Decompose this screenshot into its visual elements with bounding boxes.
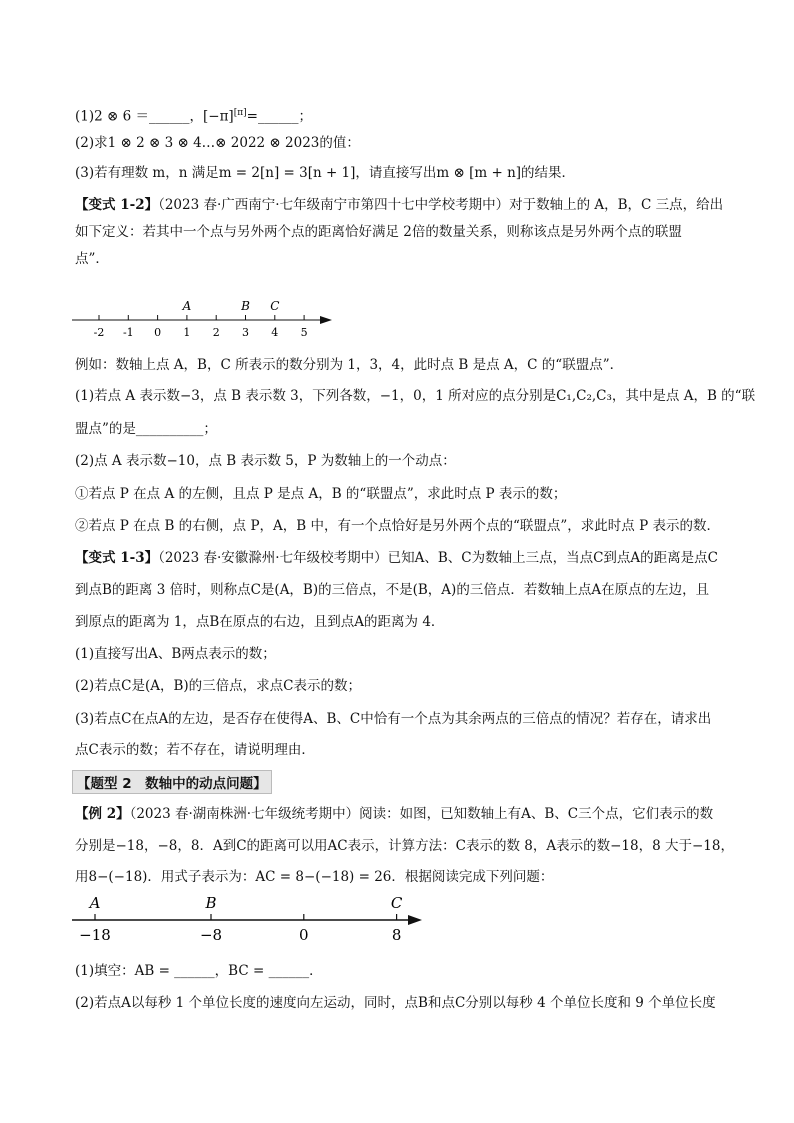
variant-1-2-p1a: (1)若点 A 表示数−3，点 B 表示数 3，下列各数，−1，0，1 所对应的点分别是C₁,C₂,C₃，其中是点 A，B 的“联 bbox=[75, 388, 756, 404]
number-line-1 bbox=[70, 295, 340, 340]
variant-1-3-p2: (2)若点C是(A，B)的三倍点，求点C表示的数； bbox=[75, 678, 361, 694]
variant-1-2-tag: 【变式 1-2】 bbox=[75, 197, 159, 213]
nl1-tick-label: 1 bbox=[183, 326, 191, 339]
variant-1-3-source: （2023 春·安徽滁州·七年级校考期中）已知A、B、C为数轴上三点，当点C到点A的距离是点C bbox=[158, 550, 718, 566]
example-2-line2: 分别是−18，−8，8．A到C的距离可以用AC表示，计算方法：C表示的数 8，A表示的数−18，8 大于−18， bbox=[75, 838, 734, 854]
nl1-point-label: B bbox=[241, 299, 250, 313]
nl2-point-label: A bbox=[89, 894, 101, 912]
variant-1-2-p2-1: ①若点 P 在点 A 的左侧，且点 P 是点 A，B 的“联盟点”，求此时点 P 表示的数； bbox=[75, 486, 567, 502]
nl2-point-label: C bbox=[390, 894, 403, 912]
variant-1-2-p2: (2)点 A 表示数−10，点 B 表示数 5，P 为数轴上的一个动点： bbox=[75, 453, 456, 469]
nl2-tick-label: 0 bbox=[299, 926, 309, 944]
variant-1-3-p1: (1)直接写出A、B两点表示的数； bbox=[75, 646, 276, 662]
example-2-p1: (1)填空：AB = ______，BC = ______． bbox=[75, 963, 323, 979]
variant-1-3-p3b: 点C表示的数；若不存在，请说明理由． bbox=[75, 742, 315, 758]
nl2-tick-label: 8 bbox=[391, 926, 402, 944]
nl1-point-label: C bbox=[270, 299, 280, 313]
variant-1-3-p3a: (3)若点C在点A的左边，是否存在使得A、B、C中恰有一个点为其余两点的三倍点的情况？若存在，请求出 bbox=[75, 711, 712, 727]
number-line-2 bbox=[70, 890, 430, 950]
variant-1-2-line2: 如下定义：若其中一个点与另外两个点的距离恰好满足 2倍的数量关系，则称该点是另外两个点的联盟 bbox=[75, 224, 682, 240]
variant-1-2-p1b: 盟点”的是__________； bbox=[75, 421, 217, 437]
q1-part1-text: (1)2 ⊗ 6 ＝______，[−π] bbox=[75, 108, 234, 125]
q1-part3: (3)若有理数 m，n 满足m = 2[n] = 3[n + 1]，请直接写出m ⊗ [m + n]的结果． bbox=[75, 165, 576, 181]
nl1-tick-label: 3 bbox=[242, 326, 249, 339]
variant-1-3-line1 bbox=[75, 549, 718, 567]
nl1-tick-label: -1 bbox=[122, 326, 134, 339]
example-2-p2: (2)若点A以每秒 1 个单位长度的速度向左运动，同时，点B和点C分别以每秒 4 个单位长度和 9 个单位长度 bbox=[75, 995, 716, 1011]
nl2-tick-label: −18 bbox=[79, 926, 111, 944]
q1-part1 bbox=[75, 104, 312, 126]
q1-part1-tail: =______； bbox=[246, 108, 312, 125]
nl1-tick-label: 2 bbox=[212, 326, 220, 339]
example-2-line1 bbox=[75, 805, 713, 823]
example-2-tag: 【例 2】 bbox=[75, 806, 130, 822]
variant-1-2-example: 例如：数轴上点 A，B，C 所表示的数分别为 1，3，4，此时点 B 是点 A，C 的“联盟点”． bbox=[75, 357, 624, 373]
variant-1-2-source: （2023 春·广西南宁·七年级南宁市第四十七中学校考期中）对于数轴上的 A，B，C 三点，给出 bbox=[158, 197, 724, 213]
variant-1-2-line1 bbox=[75, 196, 723, 214]
q1-part2: (2)求1 ⊗ 2 ⊗ 3 ⊗ 4…⊗ 2022 ⊗ 2023的值： bbox=[75, 135, 360, 151]
variant-1-3-tag: 【变式 1-3】 bbox=[75, 550, 159, 566]
nl1-point-label: A bbox=[182, 299, 192, 313]
nl1-tick-label: 0 bbox=[154, 326, 162, 339]
variant-1-3-line2: 到点B的距离 3 倍时，则称点C是(A，B)的三倍点，不是(B，A)的三倍点．若数轴上点A在原点的左边，且 bbox=[75, 582, 710, 598]
nl1-tick-label: 4 bbox=[271, 326, 279, 339]
variant-1-3-line3: 到原点的距离为 1，点B在原点的右边，且到点A的距离为 4． bbox=[75, 614, 445, 630]
variant-1-2-line3: 点”． bbox=[75, 251, 109, 267]
example-2-source: （2023 春·湖南株洲·七年级统考期中）阅读：如图，已知数轴上有A、B、C三个点，它们表示的数 bbox=[129, 806, 714, 822]
type2-header: 【题型 2 数轴中的动点问题】 bbox=[72, 770, 272, 794]
nl1-tick-label: 5 bbox=[300, 326, 308, 339]
nl2-tick-label: −8 bbox=[199, 926, 223, 944]
nl2-point-label: B bbox=[205, 894, 217, 912]
q1-part1-sup: [π] bbox=[233, 108, 247, 118]
example-2-line3: 用8−(−18)．用式子表示为：AC = 8−(−18) = 26．根据阅读完成下列问题： bbox=[75, 869, 554, 885]
nl1-tick-label: -2 bbox=[93, 326, 105, 339]
variant-1-2-p2-2: ②若点 P 在点 B 的右侧，点 P，A，B 中，有一个点恰好是另外两个点的“联盟点”，求此时点 P 表示的数． bbox=[75, 518, 720, 534]
